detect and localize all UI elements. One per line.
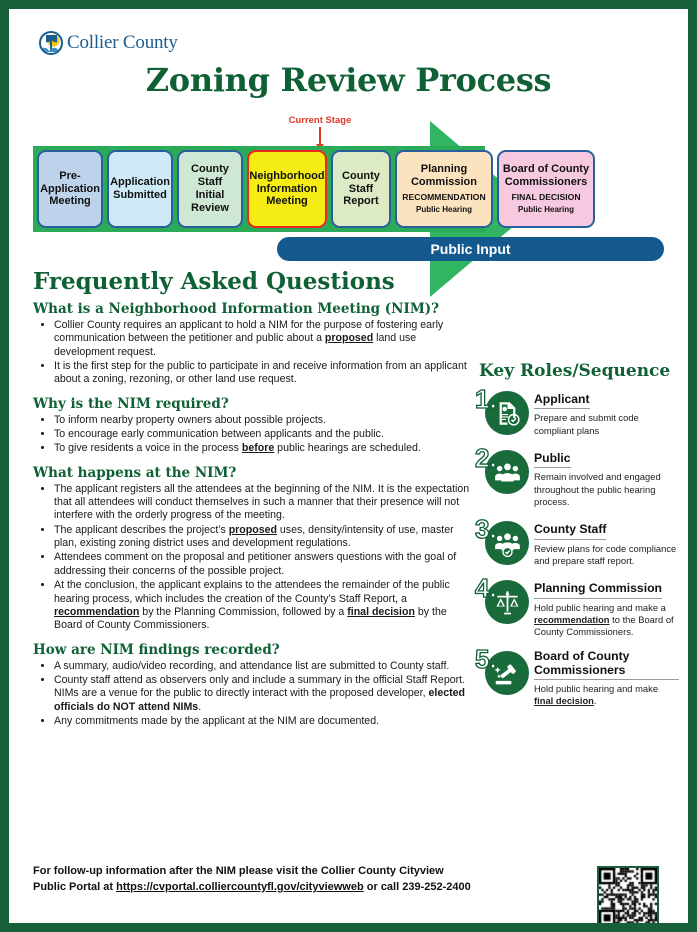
faq-bullet: • The applicant describes the project’s proposed uses, density/intensity of use, master plan, existing zoning district uses and development regulations. xyxy=(54,524,473,551)
role-name: County Staff xyxy=(534,523,606,539)
footer-line-1-text: For follow-up information after the NIM please visit the Collier County Cityview xyxy=(33,865,444,877)
step-action: RECOMMENDATION xyxy=(402,192,486,203)
role-number: 2. xyxy=(475,443,497,473)
step-action: FINAL DECISION xyxy=(511,192,581,203)
step-title: County Staff Report xyxy=(342,169,380,208)
faq-answer-list-2 xyxy=(33,414,473,456)
process-step-4 xyxy=(247,150,327,228)
step-title: Neighborhood Information Meeting xyxy=(249,169,325,208)
qr-code-icon[interactable] xyxy=(597,866,659,923)
faq-answer-list-4 xyxy=(33,660,473,729)
footer-contact xyxy=(33,864,473,896)
process-step-2 xyxy=(107,150,173,228)
role-name: Board of County Commissioners xyxy=(534,650,679,680)
county-logo xyxy=(39,31,178,55)
footer-line-2-prefix: Public Portal at xyxy=(33,880,117,893)
footer-line-1 xyxy=(33,864,473,880)
faq-bullet: • Attendees comment on the proposal and petitioner answers questions with the goal of addressing their concerns of the possible project. xyxy=(54,551,473,578)
step-title: Pre- Application Meeting xyxy=(40,169,100,208)
role-description: Review plans for code compliance and prepare staff report. xyxy=(534,542,677,566)
faq-bullet: • To inform nearby property owners about possible projects. xyxy=(54,414,473,427)
faq-bullet: • Collier County requires an applicant to hold a NIM for the purpose of fostering early communication between the petitioner and public about a proposed land use development request. xyxy=(54,319,473,359)
role-badge xyxy=(475,384,527,437)
faq-answer-list-3 xyxy=(33,483,473,633)
footer-phone: 239-252-2400 xyxy=(402,880,471,893)
faq-question-1: What is a Neighborhood Information Meeting (NIM)? xyxy=(33,301,440,317)
role-body xyxy=(534,389,679,437)
role-item-1 xyxy=(475,384,679,437)
role-body xyxy=(534,448,679,508)
role-item-5 xyxy=(475,644,679,707)
process-step-1 xyxy=(37,150,103,228)
role-item-3 xyxy=(475,514,679,567)
key-roles-heading: Key Roles/Sequence xyxy=(479,361,671,381)
footer-line-2 xyxy=(33,880,473,896)
faq-bullet: • A summary, audio/video recording, and attendance list are submitted to County staff. xyxy=(54,660,473,673)
role-body xyxy=(534,578,679,638)
faq-bullet: • To give residents a voice in the process before public hearings are scheduled. xyxy=(54,442,473,455)
role-item-4 xyxy=(475,573,679,638)
step-title: County Staff Initial Review xyxy=(191,163,229,214)
role-body xyxy=(534,649,679,707)
faq-bullet: • The applicant registers all the attendees at the beginning of the NIM. It is the expectation that all attendees will conduct themselves in such a manner that their presence will not interfere with the orderly progress of the meeting. xyxy=(54,483,473,523)
faq-heading: Frequently Asked Questions xyxy=(33,268,395,295)
faq-bullet: • It is the first step for the public to participate in and receive information from an applicant about a zoning, rezoning, or other land use request. xyxy=(54,360,473,387)
current-stage-arrow-icon xyxy=(319,127,321,145)
role-description: Hold public hearing and make a recommendation to the Board of County Commissioners. xyxy=(534,601,674,637)
role-description: Hold public hearing and make final decision. xyxy=(534,683,659,707)
process-steps xyxy=(37,150,595,228)
faq-question-3: What happens at the NIM? xyxy=(33,464,237,481)
role-badge xyxy=(475,644,527,697)
role-item-2 xyxy=(475,443,679,508)
role-number: 5. xyxy=(475,644,497,675)
role-number: 3. xyxy=(475,514,497,545)
faq-bullet: • At the conclusion, the applicant explains to the attendees the remainder of the public hearing process, which includes the creation of the County’s Staff Report, a recommendation by the Planning Commission, followed by a final decision by the Board of County Commissioners. xyxy=(54,579,473,632)
faq-section xyxy=(33,268,473,729)
public-input-bar: Public Input xyxy=(277,237,664,261)
collier-county-seal-icon xyxy=(39,31,63,55)
step-title: Application Submitted xyxy=(110,176,170,201)
process-step-7 xyxy=(497,150,595,228)
role-number: 4. xyxy=(475,573,497,604)
key-roles-section xyxy=(475,361,679,718)
current-stage-label: Current Stage xyxy=(288,115,352,126)
page-title: Zoning Review Process xyxy=(145,61,552,99)
process-step-3 xyxy=(177,150,243,228)
faq-question-4: How are NIM findings recorded? xyxy=(33,641,280,658)
role-body xyxy=(534,519,679,567)
step-title: Planning Commission xyxy=(410,163,477,189)
footer-line-2-mid: or call xyxy=(363,880,403,893)
role-name: Applicant xyxy=(534,393,590,409)
step-title: Board of County Commissioners xyxy=(502,163,590,189)
step-hearing: Public Hearing xyxy=(517,205,574,215)
faq-bullet: • Any commitments made by the applicant at the NIM are documented. xyxy=(54,715,473,728)
role-badge xyxy=(475,573,527,626)
role-number: 1. xyxy=(475,384,497,414)
role-name: Planning Commission xyxy=(534,582,662,598)
process-step-5 xyxy=(331,150,391,228)
faq-question-2: Why is the NIM required? xyxy=(33,395,229,412)
role-badge xyxy=(475,514,527,567)
cityview-portal-link[interactable]: https://cvportal.colliercountyfl.gov/cityviewweb xyxy=(116,880,364,893)
role-description: Remain involved and engaged throughout the public hearing process. xyxy=(534,471,661,507)
process-step-6 xyxy=(395,150,493,228)
faq-answer-list-1 xyxy=(33,319,473,387)
role-description: Prepare and submit code compliant plans xyxy=(534,412,639,436)
step-hearing: Public Hearing xyxy=(415,205,472,215)
role-badge xyxy=(475,443,527,496)
faq-bullet: • County staff attend as observers only and include a summary in the official Staff Report. NIMs are a venue for the public to directly interact with the proposed developer, elected officials do NOT attend NIMs. xyxy=(54,674,473,714)
logo-text: Collier County xyxy=(67,32,178,53)
faq-bullet: • To encourage early communication between applicants and the public. xyxy=(54,428,473,441)
current-stage-marker xyxy=(275,115,365,145)
role-name: Public xyxy=(534,452,571,468)
